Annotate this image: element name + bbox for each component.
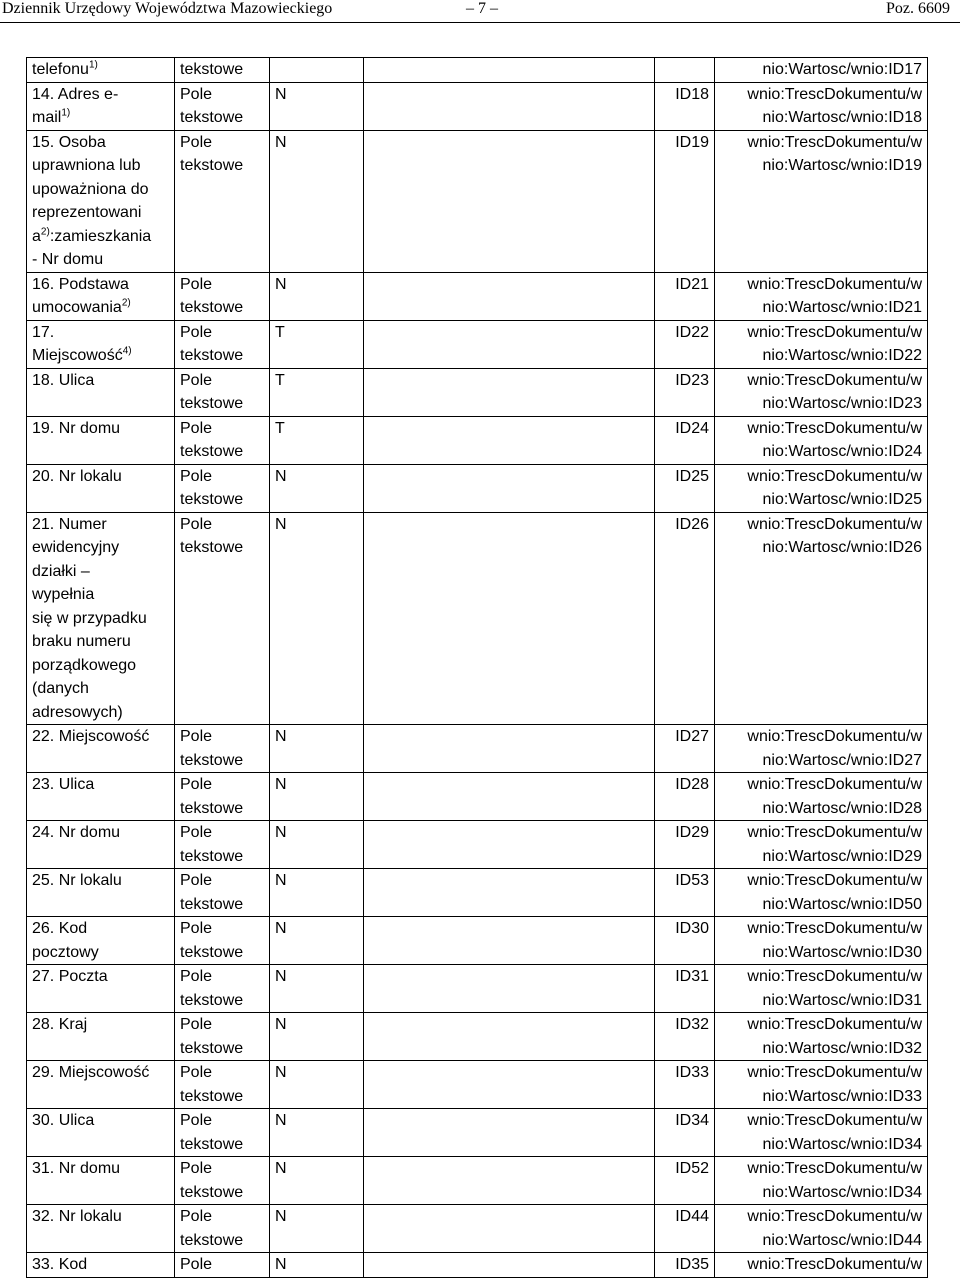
field-label-cell bbox=[27, 773, 175, 821]
field-table bbox=[26, 57, 928, 1278]
field-id-cell bbox=[655, 58, 715, 83]
field-label: 29. Miejscowość bbox=[32, 1064, 150, 1081]
field-id-cell: ID18 bbox=[655, 82, 715, 130]
field-type-cell: Pole tekstowe bbox=[175, 320, 270, 368]
field-label: 15. Osoba uprawniona lub upoważniona do reprezentowani a bbox=[32, 133, 149, 245]
field-label: 25. Nr lokalu bbox=[32, 872, 122, 889]
field-label: 16. Podstawa umocowania bbox=[32, 275, 129, 316]
required-flag-cell bbox=[270, 58, 364, 83]
table-row bbox=[27, 1109, 928, 1157]
field-type-cell: Pole tekstowe bbox=[175, 82, 270, 130]
field-type-cell: Pole tekstowe bbox=[175, 416, 270, 464]
table-row bbox=[27, 1061, 928, 1109]
field-id-cell: ID44 bbox=[655, 1205, 715, 1253]
field-id-cell: ID25 bbox=[655, 464, 715, 512]
field-type-cell: tekstowe bbox=[175, 58, 270, 83]
field-type-cell: Pole tekstowe bbox=[175, 464, 270, 512]
field-id-cell: ID28 bbox=[655, 773, 715, 821]
empty-cell bbox=[364, 1013, 655, 1061]
xpath-cell: wnio:TrescDokumentu/w nio:Wartosc/wnio:ID50 bbox=[715, 869, 928, 917]
field-id-cell: ID31 bbox=[655, 965, 715, 1013]
xpath-cell: wnio:TrescDokumentu/w nio:Wartosc/wnio:ID29 bbox=[715, 821, 928, 869]
field-type-cell: Pole tekstowe bbox=[175, 821, 270, 869]
empty-cell bbox=[364, 1157, 655, 1205]
empty-cell bbox=[364, 464, 655, 512]
xpath-cell: wnio:TrescDokumentu/w nio:Wartosc/wnio:ID26 bbox=[715, 512, 928, 725]
empty-cell bbox=[364, 965, 655, 1013]
required-flag-cell: N bbox=[270, 917, 364, 965]
field-type-cell: Pole tekstowe bbox=[175, 272, 270, 320]
field-label: 30. Ulica bbox=[32, 1112, 95, 1129]
field-label-cell bbox=[27, 368, 175, 416]
field-id-cell: ID34 bbox=[655, 1109, 715, 1157]
required-flag-cell: N bbox=[270, 821, 364, 869]
table-row bbox=[27, 416, 928, 464]
empty-cell bbox=[364, 1253, 655, 1278]
field-id-cell: ID33 bbox=[655, 1061, 715, 1109]
empty-cell bbox=[364, 725, 655, 773]
footnote-marker: 1) bbox=[61, 107, 71, 119]
field-label-cell bbox=[27, 1205, 175, 1253]
footnote-marker: 2) bbox=[40, 226, 50, 238]
field-id-cell: ID21 bbox=[655, 272, 715, 320]
header-rule bbox=[0, 22, 960, 23]
page-header bbox=[0, 0, 960, 30]
required-flag-cell: N bbox=[270, 1205, 364, 1253]
empty-cell bbox=[364, 512, 655, 725]
xpath-cell: nio:Wartosc/wnio:ID17 bbox=[715, 58, 928, 83]
field-type-cell: Pole tekstowe bbox=[175, 1109, 270, 1157]
empty-cell bbox=[364, 368, 655, 416]
table-row bbox=[27, 1205, 928, 1253]
field-type-cell: Pole tekstowe bbox=[175, 368, 270, 416]
table-row bbox=[27, 320, 928, 368]
required-flag-cell: N bbox=[270, 130, 364, 272]
table-row bbox=[27, 1013, 928, 1061]
table-row bbox=[27, 272, 928, 320]
field-label: 14. Adres e- mail bbox=[32, 85, 119, 126]
field-label: 23. Ulica bbox=[32, 776, 95, 793]
field-label-cell bbox=[27, 512, 175, 725]
xpath-cell: wnio:TrescDokumentu/w nio:Wartosc/wnio:ID18 bbox=[715, 82, 928, 130]
xpath-cell: wnio:TrescDokumentu/w nio:Wartosc/wnio:ID32 bbox=[715, 1013, 928, 1061]
table-row bbox=[27, 869, 928, 917]
required-flag-cell: N bbox=[270, 725, 364, 773]
journal-title: Dziennik Urzędowy Województwa Mazowieckiego bbox=[2, 0, 333, 17]
xpath-cell: wnio:TrescDokumentu/w nio:Wartosc/wnio:ID27 bbox=[715, 725, 928, 773]
field-label: 27. Poczta bbox=[32, 968, 108, 985]
required-flag-cell: N bbox=[270, 1253, 364, 1278]
field-id-cell: ID29 bbox=[655, 821, 715, 869]
xpath-cell: wnio:TrescDokumentu/w nio:Wartosc/wnio:ID28 bbox=[715, 773, 928, 821]
field-label-cell bbox=[27, 821, 175, 869]
field-label-cell bbox=[27, 1061, 175, 1109]
required-flag-cell: N bbox=[270, 464, 364, 512]
field-id-cell: ID30 bbox=[655, 917, 715, 965]
table-row bbox=[27, 773, 928, 821]
xpath-cell: wnio:TrescDokumentu/w nio:Wartosc/wnio:ID24 bbox=[715, 416, 928, 464]
field-label-cell bbox=[27, 58, 175, 83]
xpath-cell: wnio:TrescDokumentu/w nio:Wartosc/wnio:ID23 bbox=[715, 368, 928, 416]
footnote-marker: 2) bbox=[121, 297, 131, 309]
table-row bbox=[27, 82, 928, 130]
required-flag-cell: T bbox=[270, 320, 364, 368]
empty-cell bbox=[364, 917, 655, 965]
table-row bbox=[27, 917, 928, 965]
required-flag-cell: N bbox=[270, 272, 364, 320]
field-label: 28. Kraj bbox=[32, 1016, 88, 1033]
field-id-cell: ID19 bbox=[655, 130, 715, 272]
table-row bbox=[27, 1253, 928, 1278]
field-label: 18. Ulica bbox=[32, 371, 95, 389]
field-id-cell: ID53 bbox=[655, 869, 715, 917]
field-label: 20. Nr lokalu bbox=[32, 467, 122, 485]
xpath-cell: wnio:TrescDokumentu/w nio:Wartosc/wnio:ID34 bbox=[715, 1157, 928, 1205]
empty-cell bbox=[364, 821, 655, 869]
field-type-cell: Pole tekstowe bbox=[175, 869, 270, 917]
empty-cell bbox=[364, 320, 655, 368]
field-label-cell bbox=[27, 869, 175, 917]
field-id-cell: ID24 bbox=[655, 416, 715, 464]
field-id-cell: ID26 bbox=[655, 512, 715, 725]
required-flag-cell: T bbox=[270, 368, 364, 416]
xpath-cell: wnio:TrescDokumentu/w nio:Wartosc/wnio:ID21 bbox=[715, 272, 928, 320]
field-label: 26. Kod pocztowy bbox=[32, 920, 99, 961]
required-flag-cell: N bbox=[270, 1109, 364, 1157]
empty-cell bbox=[364, 82, 655, 130]
field-label-cell bbox=[27, 725, 175, 773]
field-type-cell: Pole tekstowe bbox=[175, 512, 270, 725]
table-row bbox=[27, 368, 928, 416]
field-label: telefonu bbox=[32, 61, 89, 78]
field-label-cell bbox=[27, 130, 175, 272]
table-row bbox=[27, 1157, 928, 1205]
empty-cell bbox=[364, 58, 655, 83]
field-label: 21. Numer ewidencyjny działki – wypełnia się w przypadku braku numeru porządkowego (danych adresowych) bbox=[32, 515, 147, 721]
xpath-cell: wnio:TrescDokumentu/w bbox=[715, 1253, 928, 1278]
position-number: Poz. 6609 bbox=[886, 0, 950, 17]
footnote-marker: 4) bbox=[122, 345, 132, 357]
field-label-cell bbox=[27, 320, 175, 368]
field-label-cell bbox=[27, 965, 175, 1013]
field-label-continued: :zamieszkania - Nr domu bbox=[32, 227, 152, 268]
field-label-cell bbox=[27, 1253, 175, 1278]
field-type-cell: Pole tekstowe bbox=[175, 1013, 270, 1061]
field-label-cell bbox=[27, 1109, 175, 1157]
field-type-cell: Pole tekstowe bbox=[175, 773, 270, 821]
field-label: 17. Miejscowość bbox=[32, 323, 123, 364]
field-type-cell: Pole tekstowe bbox=[175, 1205, 270, 1253]
field-label-cell bbox=[27, 416, 175, 464]
empty-cell bbox=[364, 272, 655, 320]
required-flag-cell: N bbox=[270, 869, 364, 917]
xpath-cell: wnio:TrescDokumentu/w nio:Wartosc/wnio:ID33 bbox=[715, 1061, 928, 1109]
field-id-cell: ID22 bbox=[655, 320, 715, 368]
empty-cell bbox=[364, 1109, 655, 1157]
footnote-marker: 1) bbox=[88, 59, 98, 71]
field-label: 31. Nr domu bbox=[32, 1160, 121, 1177]
field-type-cell: Pole tekstowe bbox=[175, 965, 270, 1013]
table-row bbox=[27, 464, 928, 512]
field-id-cell: ID27 bbox=[655, 725, 715, 773]
table-row bbox=[27, 965, 928, 1013]
field-label-cell bbox=[27, 917, 175, 965]
xpath-cell: wnio:TrescDokumentu/w nio:Wartosc/wnio:ID34 bbox=[715, 1109, 928, 1157]
field-id-cell: ID23 bbox=[655, 368, 715, 416]
table-row bbox=[27, 512, 928, 725]
empty-cell bbox=[364, 130, 655, 272]
field-label: 19. Nr domu bbox=[32, 419, 121, 437]
field-id-cell: ID35 bbox=[655, 1253, 715, 1278]
empty-cell bbox=[364, 869, 655, 917]
required-flag-cell: T bbox=[270, 416, 364, 464]
table-row bbox=[27, 58, 928, 83]
required-flag-cell: N bbox=[270, 773, 364, 821]
xpath-cell: wnio:TrescDokumentu/w nio:Wartosc/wnio:ID19 bbox=[715, 130, 928, 272]
xpath-cell: wnio:TrescDokumentu/w nio:Wartosc/wnio:ID31 bbox=[715, 965, 928, 1013]
field-label-cell bbox=[27, 82, 175, 130]
empty-cell bbox=[364, 773, 655, 821]
field-label: 33. Kod bbox=[32, 1256, 88, 1273]
empty-cell bbox=[364, 416, 655, 464]
field-id-cell: ID32 bbox=[655, 1013, 715, 1061]
required-flag-cell: N bbox=[270, 82, 364, 130]
xpath-cell: wnio:TrescDokumentu/w nio:Wartosc/wnio:ID30 bbox=[715, 917, 928, 965]
field-type-cell: Pole tekstowe bbox=[175, 725, 270, 773]
required-flag-cell: N bbox=[270, 1157, 364, 1205]
required-flag-cell: N bbox=[270, 965, 364, 1013]
field-label-cell bbox=[27, 1157, 175, 1205]
empty-cell bbox=[364, 1061, 655, 1109]
field-type-cell: Pole bbox=[175, 1253, 270, 1278]
page-number: – 7 – bbox=[466, 0, 498, 17]
empty-cell bbox=[364, 1205, 655, 1253]
field-label: 22. Miejscowość bbox=[32, 728, 150, 745]
xpath-cell: wnio:TrescDokumentu/w nio:Wartosc/wnio:ID44 bbox=[715, 1205, 928, 1253]
field-label-cell bbox=[27, 272, 175, 320]
required-flag-cell: N bbox=[270, 512, 364, 725]
field-type-cell: Pole tekstowe bbox=[175, 130, 270, 272]
field-type-cell: Pole tekstowe bbox=[175, 1061, 270, 1109]
required-flag-cell: N bbox=[270, 1061, 364, 1109]
field-type-cell: Pole tekstowe bbox=[175, 917, 270, 965]
xpath-cell: wnio:TrescDokumentu/w nio:Wartosc/wnio:ID25 bbox=[715, 464, 928, 512]
field-id-cell: ID52 bbox=[655, 1157, 715, 1205]
required-flag-cell: N bbox=[270, 1013, 364, 1061]
field-type-cell: Pole tekstowe bbox=[175, 1157, 270, 1205]
field-label-cell bbox=[27, 464, 175, 512]
field-label-cell bbox=[27, 1013, 175, 1061]
field-label: 24. Nr domu bbox=[32, 824, 121, 841]
xpath-cell: wnio:TrescDokumentu/w nio:Wartosc/wnio:ID22 bbox=[715, 320, 928, 368]
table-row bbox=[27, 130, 928, 272]
table-row bbox=[27, 821, 928, 869]
table-row bbox=[27, 725, 928, 773]
field-label: 32. Nr lokalu bbox=[32, 1208, 122, 1225]
